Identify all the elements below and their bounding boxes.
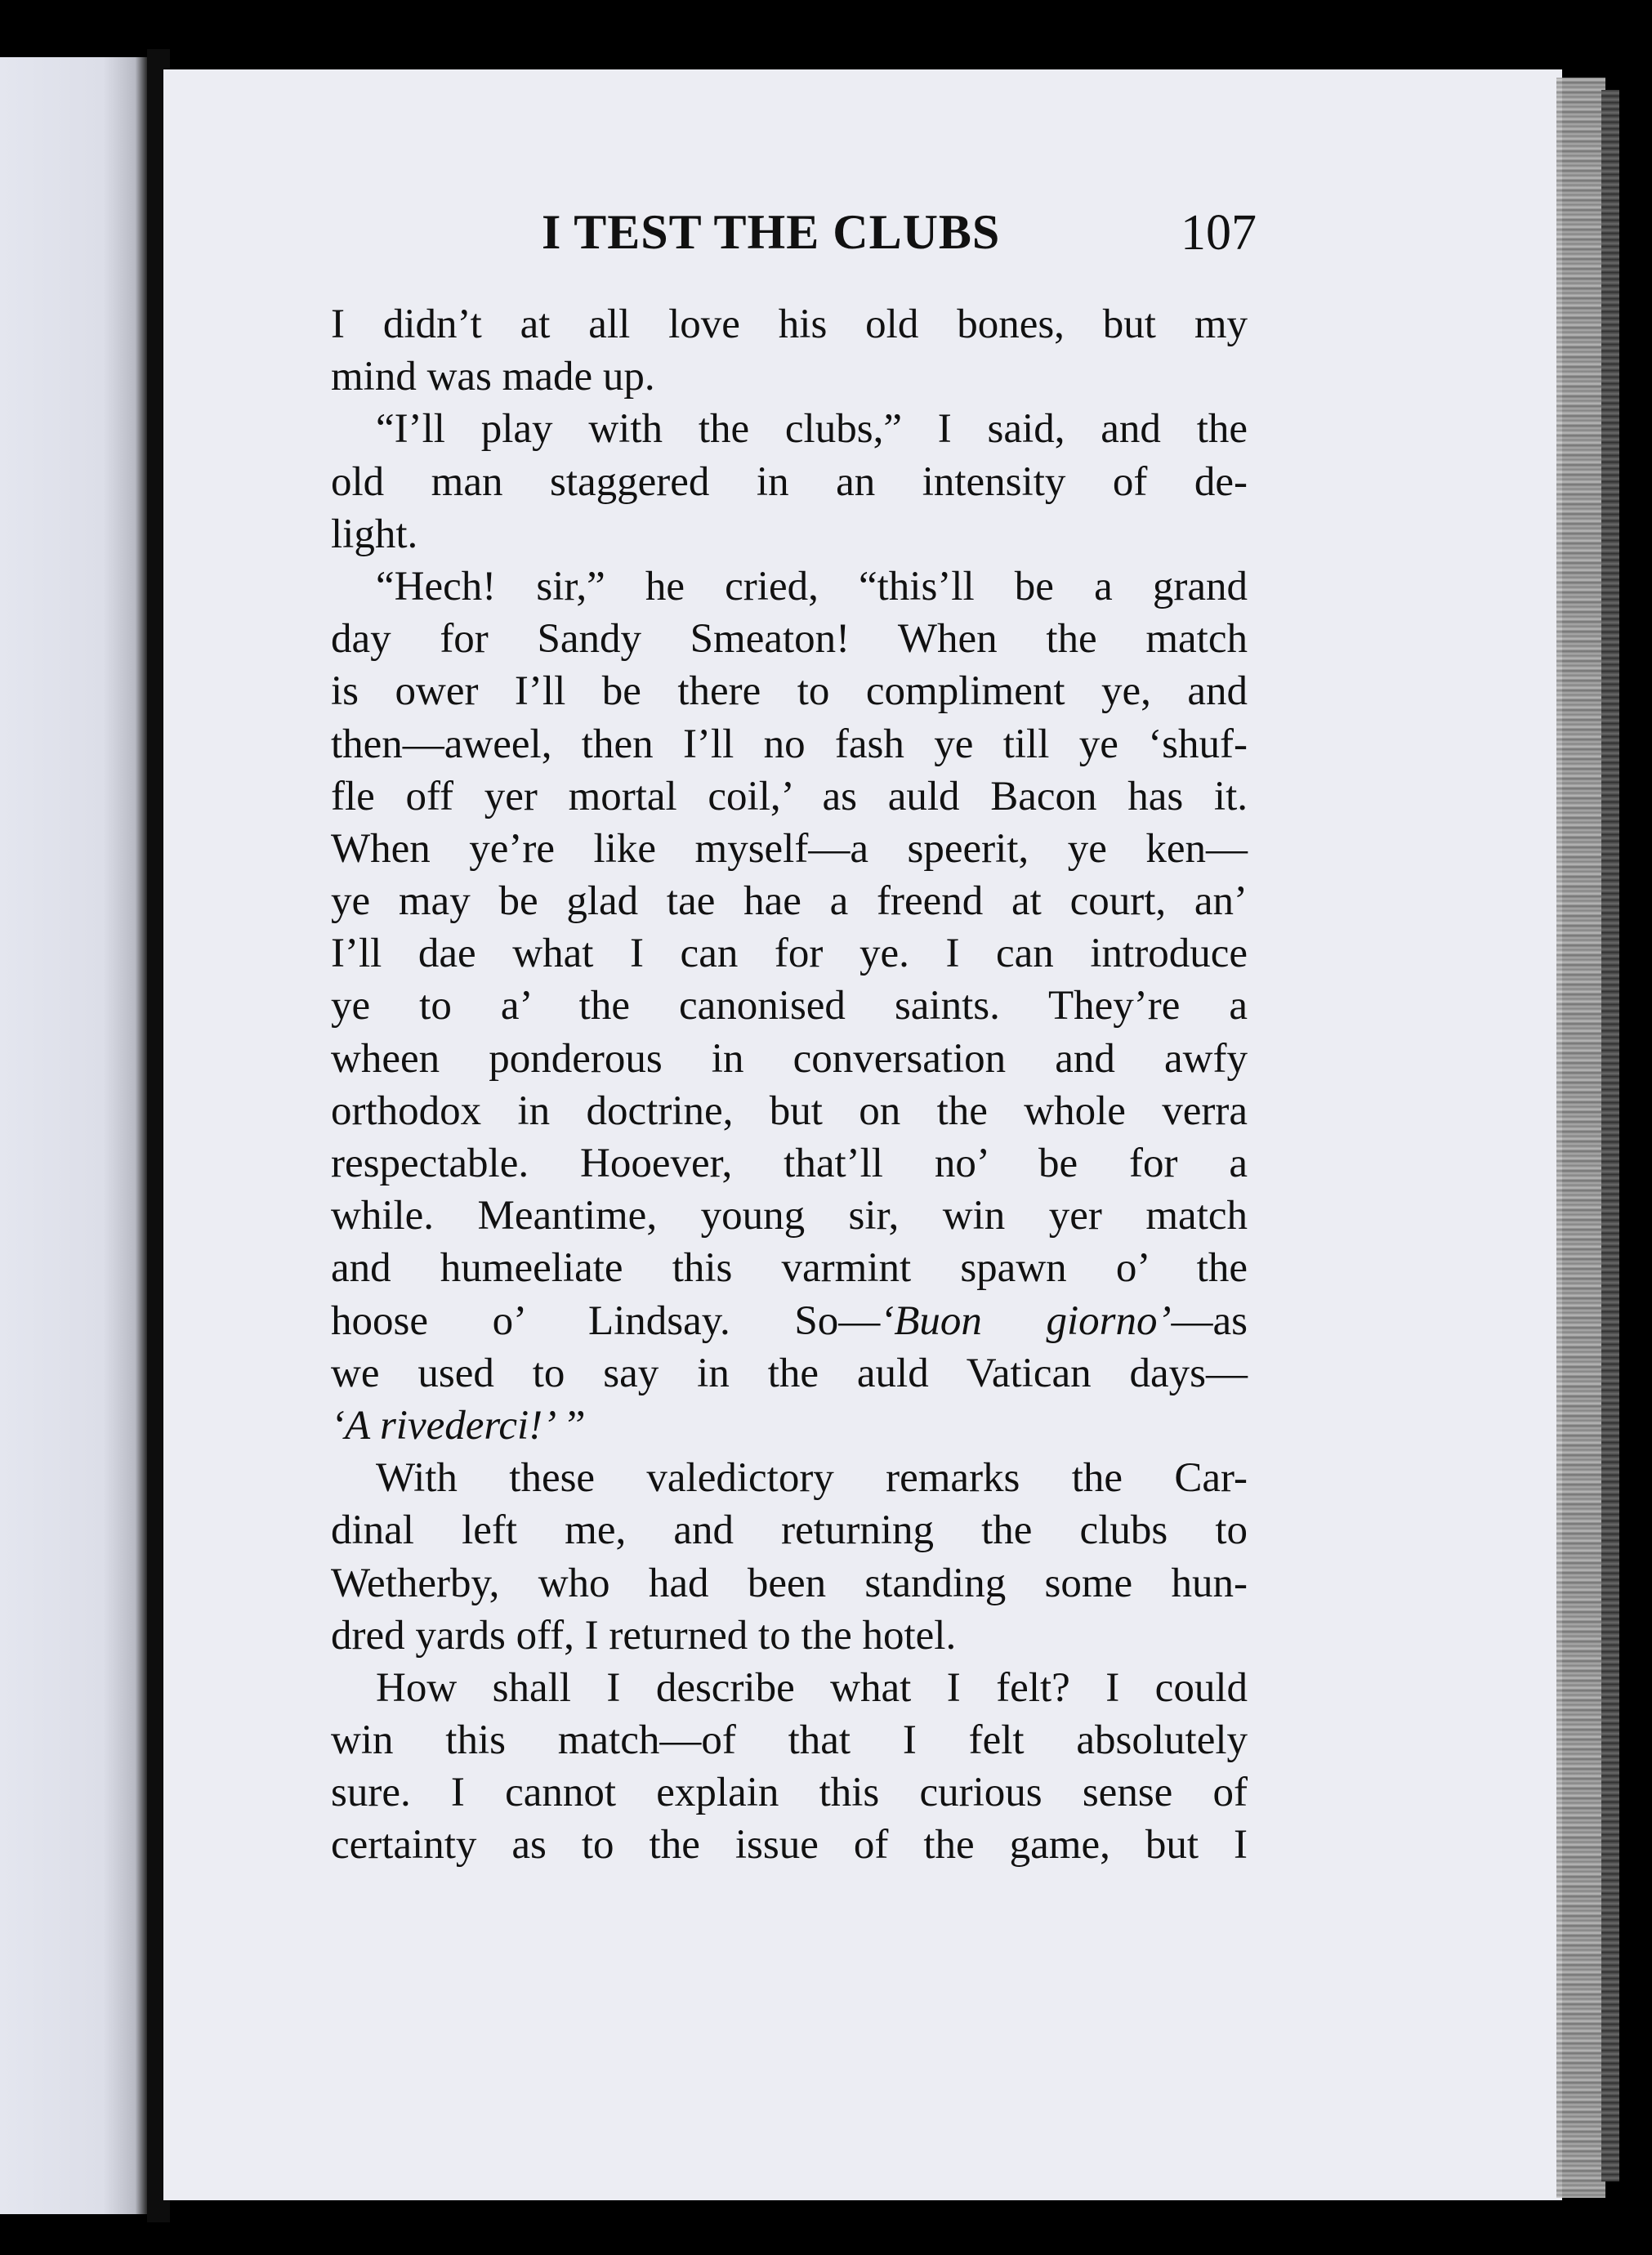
text-line: and humeeliate this varmint spawn o’ the <box>331 1245 1248 1292</box>
text-line: I’ll dae what I can for ye. I can introduce <box>331 931 1248 977</box>
text-line: light. <box>331 511 418 557</box>
page-number: 107 <box>1181 205 1257 261</box>
text-line: wheen ponderous in conversation and awfy <box>331 1035 1248 1082</box>
text-line-with-italic <box>331 1295 1248 1347</box>
text-line: I didn’t at all love his old bones, but my <box>331 301 1248 347</box>
left-page-edge <box>0 57 147 2214</box>
body-text <box>331 298 1248 1872</box>
page-stack-edge <box>1556 78 1605 2198</box>
text-line: “I’ll play with the clubs,” I said, and the <box>376 406 1248 453</box>
page-header <box>163 204 1562 278</box>
text-line: old man staggered in an intensity of de- <box>331 458 1248 505</box>
text-line: ye to a’ the canonised saints. They’re a <box>331 983 1248 1029</box>
text-line: fle off yer mortal coil,’ as auld Bacon has it. <box>331 773 1248 819</box>
text-line: is ower I’ll be there to compliment ye, and <box>331 668 1248 715</box>
text-line: we used to say in the auld Vatican days— <box>331 1350 1248 1396</box>
text-line: Wetherby, who had been standing some hun- <box>331 1560 1248 1606</box>
text-line: orthodox in doctrine, but on the whole verra <box>331 1087 1248 1134</box>
italic-phrase: ‘A rivederci!’ <box>331 1402 557 1449</box>
running-head: I TEST THE CLUBS <box>542 205 1001 259</box>
text-line: certainty as to the issue of the game, but I <box>331 1822 1248 1869</box>
text-line: ye may be glad tae hae a freend at court, an’ <box>331 878 1248 925</box>
text-line: sure. I cannot explain this curious sense of <box>331 1770 1248 1816</box>
text-line: dinal left me, and returning the clubs to <box>331 1507 1248 1554</box>
text-line: With these valedictory remarks the Car- <box>376 1455 1248 1502</box>
text-line: then—aweel, then I’ll no fash ye till ye ‘shuf- <box>331 721 1248 767</box>
text-segment: ” <box>556 1402 586 1449</box>
text-line: respectable. Hooever, that’ll no’ be for a <box>331 1141 1248 1186</box>
italic-phrase: ‘Buon giorno’ <box>880 1297 1172 1344</box>
text-line: while. Meantime, young sir, win yer match <box>331 1193 1248 1239</box>
text-line: day for Sandy Smeaton! When the match <box>331 616 1248 663</box>
text-line: How shall I describe what I felt? I could <box>376 1664 1248 1711</box>
text-line: When ye’re like myself—a speerit, ye ken— <box>331 825 1248 872</box>
text-line: mind was made up. <box>331 354 655 400</box>
text-segment: —as <box>1171 1297 1248 1344</box>
text-line: win this match—of that I felt absolutely <box>331 1717 1248 1764</box>
cover-edge <box>1601 90 1619 2181</box>
text-line-with-italic <box>331 1400 1248 1452</box>
text-line: dred yards off, I returned to the hotel. <box>331 1612 957 1659</box>
text-segment: hoose o’ Lindsay. So— <box>331 1297 881 1344</box>
text-line: “Hech! sir,” he cried, “this’ll be a grand <box>376 563 1248 610</box>
